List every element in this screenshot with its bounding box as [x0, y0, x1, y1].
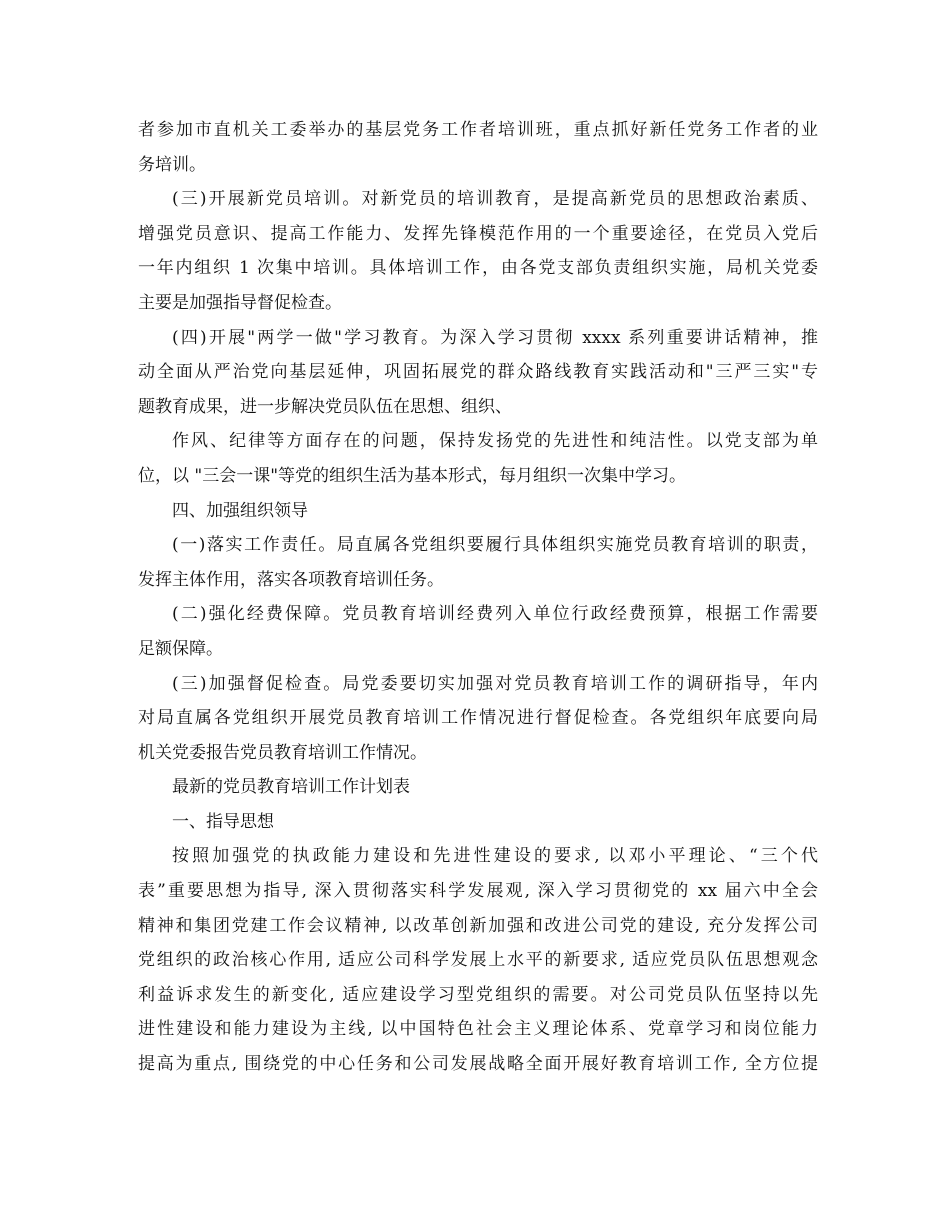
paragraph-line: 提高为重点, 围绕党的中心任务和公司发展战略全面开展好教育培训工作, 全方位提 [138, 1054, 818, 1075]
paragraph-line: 对局直属各党组织开展党员教育培训工作情况进行督促检查。各党组织年底要向局 [138, 708, 818, 729]
paragraph-line: (二)强化经费保障。党员教育培训经费列入单位行政经费预算，根据工作需要 [172, 604, 818, 625]
paragraph-line: 务培训。 [138, 154, 206, 175]
paragraph-line: 一年内组织 1 次集中培训。具体培训工作，由各党支部负责组织实施，局机关党委 [138, 258, 818, 279]
section-heading: 四、加强组织领导 [172, 500, 308, 521]
paragraph-line: 题教育成果，进一步解决党员队伍在思想、组织、 [138, 396, 512, 417]
paragraph-line: (一)落实工作责任。局直属各党组织要履行具体组织实施党员教育培训的职责， [172, 535, 818, 556]
paragraph-line: 进性建设和能力建设为主线, 以中国特色社会主义理论体系、党章学习和岗位能力 [138, 1019, 818, 1040]
paragraph-line: 增强党员意识、提高工作能力、发挥先锋模范作用的一个重要途径，在党员入党后 [138, 223, 818, 244]
paragraph-line: (四)开展"两学一做"学习教育。为深入学习贯彻 xxxx 系列重要讲话精神，推 [172, 327, 818, 348]
paragraph-line: 精神和集团党建工作会议精神, 以改革创新加强和改进公司党的建设, 充分发挥公司 [138, 915, 818, 936]
paragraph-line: 党组织的政治核心作用, 适应公司科学发展上水平的新要求, 适应党员队伍思想观念 [138, 950, 818, 971]
document-title: 最新的党员教育培训工作计划表 [172, 777, 410, 798]
paragraph-line: 表”重要思想为指导, 深入贯彻落实科学发展观, 深入学习贯彻党的 xx 届六中全会 [138, 881, 818, 902]
paragraph-line: 动全面从严治党向基层延伸，巩固拓展党的群众路线教育实践活动和"三严三实"专 [138, 362, 818, 383]
paragraph-line: 者参加市直机关工委举办的基层党务工作者培训班，重点抓好新任党务工作者的业 [138, 120, 818, 140]
section-heading: 一、指导思想 [172, 811, 274, 832]
paragraph-line: 主要是加强指导督促检查。 [138, 292, 342, 313]
paragraph-line: 机关党委报告党员教育培训工作情况。 [138, 742, 427, 763]
paragraph-line: 按照加强党的执政能力建设和先进性建设的要求, 以邓小平理论、“三个代 [172, 846, 818, 867]
paragraph-line: (三)加强督促检查。局党委要切实加强对党员教育培训工作的调研指导，年内 [172, 673, 818, 694]
paragraph-line: 发挥主体作用，落实各项教育培训任务。 [138, 569, 444, 590]
paragraph-line: (三)开展新党员培训。对新党员的培训教育，是提高新党员的思想政治素质、 [172, 189, 818, 210]
paragraph-line: 足额保障。 [138, 638, 223, 659]
document-body [138, 113, 818, 1082]
paragraph-line: 作风、纪律等方面存在的问题，保持发扬党的先进性和纯洁性。以党支部为单 [172, 431, 818, 452]
paragraph-line: 利益诉求发生的新变化, 适应建设学习型党组织的需要。对公司党员队伍坚持以先 [138, 984, 818, 1005]
paragraph-line: 位，以 "三会一课"等党的组织生活为基本形式，每月组织一次集中学习。 [138, 465, 687, 486]
